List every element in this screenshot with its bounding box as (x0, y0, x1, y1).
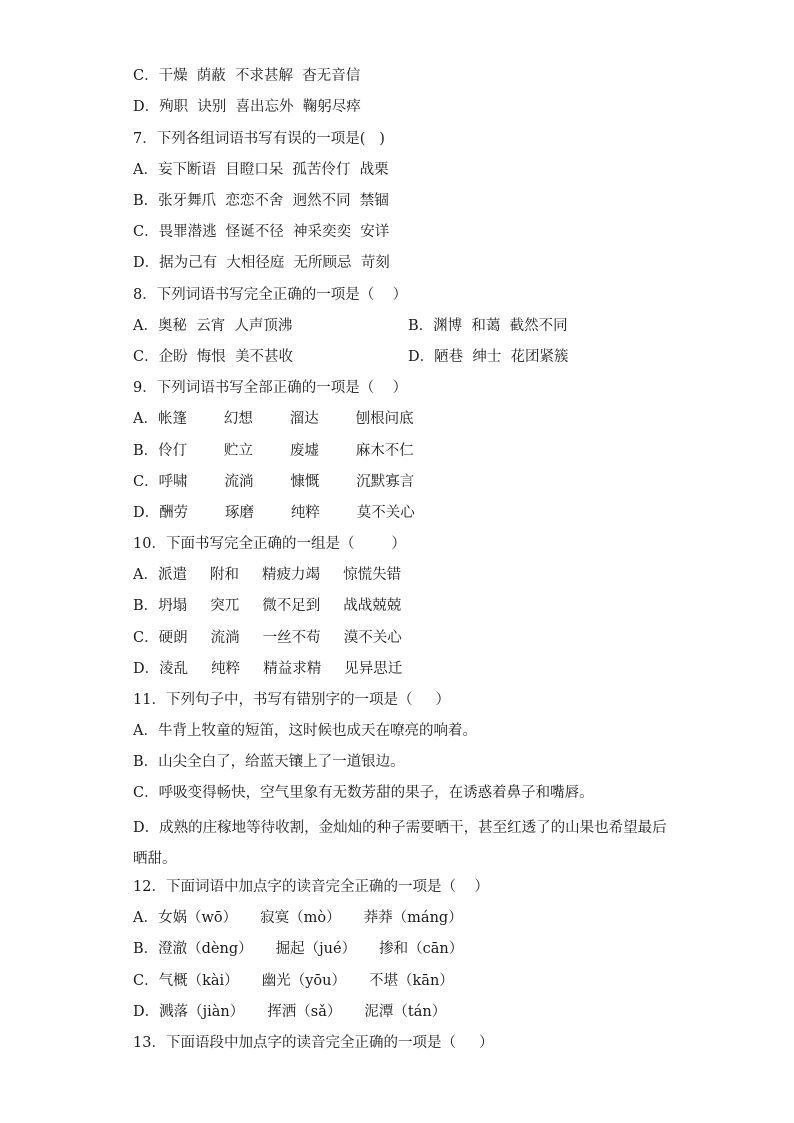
option-d-prev: D．殉职 诀别 喜出忘外 鞠躬尽瘁 (133, 99, 361, 115)
question-10-option-a: A．派遣 附和 精疲力竭 惊慌失错 (133, 567, 402, 583)
question-7-option-a: A．妄下断语 目瞪口呆 孤苦伶仃 战栗 (133, 162, 389, 178)
question-11-stem: 11．下列句子中，书写有错别字的一项是（ ） (133, 692, 450, 708)
option-c-prev: C．干燥 荫蔽 不求甚解 杳无音信 (133, 68, 361, 84)
question-13-stem: 13．下面语段中加点字的读音完全正确的一项是（ ） (133, 1035, 494, 1051)
question-12-stem: 12．下面词语中加点字的读音完全正确的一项是（ ） (133, 879, 489, 895)
question-11-option-d: D．成熟的庄稼地等待收割，金灿灿的种子需要晒干，甚至红透了的山果也希望最后晒甜。 (133, 820, 667, 867)
question-10-option-b: B．坍塌 突兀 微不足到 战战兢兢 (133, 598, 402, 614)
question-7-option-c: C．畏罪潜逃 怪诞不径 神采奕奕 安详 (133, 224, 390, 240)
question-9-option-a: A．帐篷 幻想 溜达 刨根问底 (133, 411, 414, 427)
question-7-stem: 7．下列各组词语书写有误的一项是( ) (133, 131, 385, 147)
question-7-option-b: B．张牙舞爪 恋恋不舍 迥然不同 禁锢 (133, 193, 389, 209)
question-8-stem: 8．下列词语书写完全正确的一项是（ ） (133, 287, 408, 303)
question-9-option-b: B．伶仃 贮立 废墟 麻木不仁 (133, 443, 414, 459)
question-8-option-b: B．渊博 和蔼 截然不同 (408, 318, 568, 334)
question-10-option-c: C．硬朗 流淌 一丝不苟 漠不关心 (133, 630, 402, 646)
question-8-option-d: D．陋巷 绅士 花团紧簇 (408, 349, 569, 365)
question-11-option-c: C．呼吸变得畅快，空气里象有无数芳甜的果子，在诱惑着鼻子和嘴唇。 (133, 785, 594, 801)
question-10-stem: 10．下面书写完全正确的一组是（ ） (133, 536, 406, 552)
question-12-option-b: B．澄澈（dèng） 掘起（jué） 掺和（cān） (133, 941, 464, 957)
question-9-option-d: D．酬劳 琢磨 纯粹 莫不关心 (133, 505, 415, 521)
question-9-option-c: C．呼啸 流淌 慷慨 沉默寡言 (133, 474, 415, 490)
question-8-option-c: C．企盼 悔恨 美不甚收 (133, 349, 294, 365)
question-12-option-c: C．气概（kài） 幽光（yōu） 不堪（kān） (133, 973, 454, 989)
question-10-option-d: D．淩乱 纯粹 精益求精 见异思迁 (133, 661, 403, 677)
question-11-option-b: B．山尖全白了，给蓝天镶上了一道银边。 (133, 754, 405, 770)
question-12-option-d: D．溅落（jiàn） 挥洒（sǎ） 泥潭（tán） (133, 1004, 447, 1020)
question-11-option-a: A．牛背上牧童的短笛，这时候也成天在嘹亮的响着。 (133, 723, 477, 739)
question-7-option-d: D．据为己有 大相径庭 无所顾忌 苛刻 (133, 255, 390, 271)
question-12-option-a: A．女娲（wō） 寂寞（mò） 莽莽（máng） (133, 910, 463, 926)
question-8-option-a: A．奥秘 云宵 人声顶沸 (133, 318, 293, 334)
question-9-stem: 9．下列词语书写全部正确的一项是（ ） (133, 380, 408, 396)
